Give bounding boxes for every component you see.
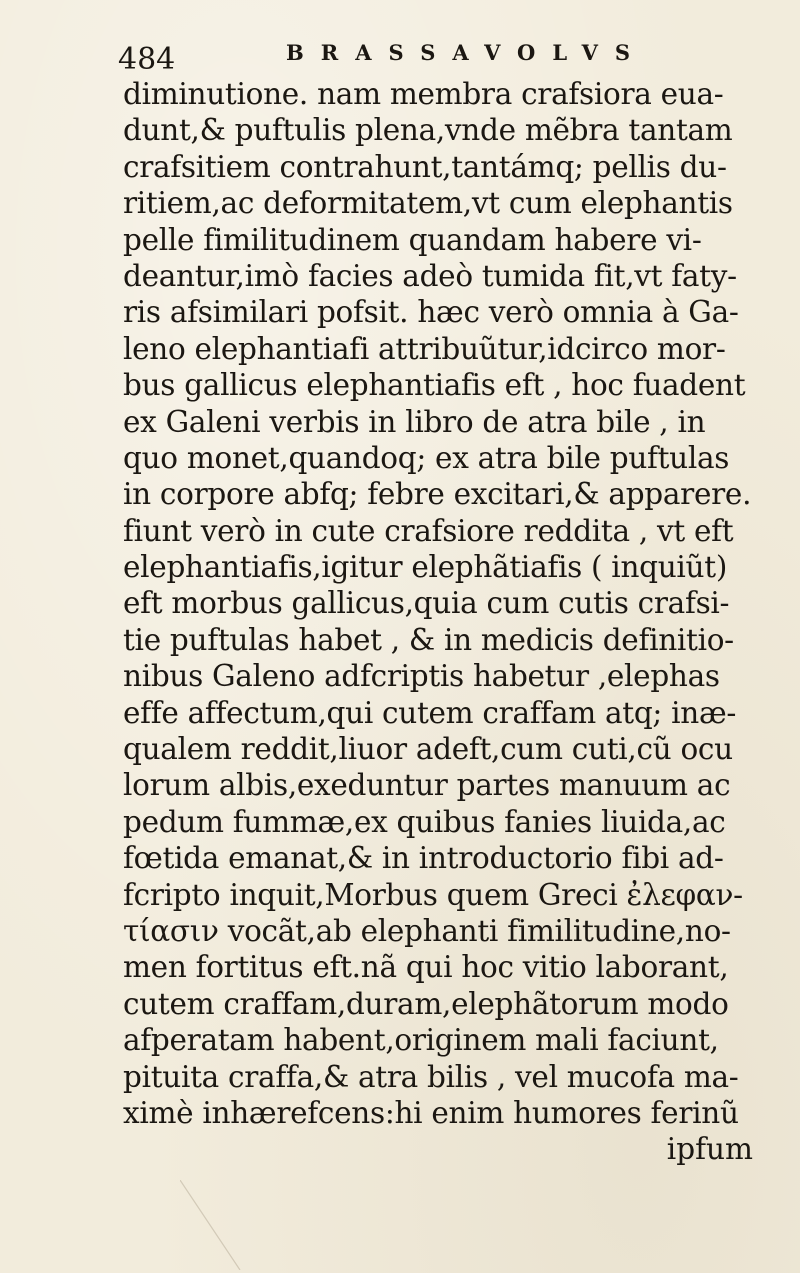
text-line: effe affectum,qui cutem craffam atq; inæ- bbox=[123, 695, 737, 730]
text-line: fiunt verò in cute crafsiore reddita , vt eft bbox=[123, 513, 734, 548]
text-line: ris afsimilari pofsit. hæc verò omnia à Ga- bbox=[123, 295, 739, 330]
text-line: qualem reddit,liuor adeft,cum cuti,cũ ocu bbox=[123, 732, 733, 767]
page-header bbox=[118, 30, 718, 80]
text-line: ritiem,ac deformitatem,vt cum elephantis bbox=[123, 186, 733, 221]
text-line: lorum albis,exeduntur partes manuum ac bbox=[123, 768, 731, 803]
text-line: fœtida emanat,& in introductorio fibi ad- bbox=[123, 841, 724, 876]
text-line: eft morbus gallicus,quia cum cutis crafsi- bbox=[123, 586, 730, 621]
text-line: ximè inhærefcens:hi enim humores ferinũ bbox=[123, 1095, 739, 1130]
text-line: pelle fimilitudinem quandam habere vi- bbox=[123, 222, 702, 257]
text-line: tie puftulas habet , & in medicis definitio- bbox=[123, 622, 734, 657]
text-line: leno elephantiafi attribuũtur,idcirco mor- bbox=[123, 331, 726, 366]
text-line: dunt,& puftulis plena,vnde mẽbra tantam bbox=[123, 113, 733, 148]
text-line: nibus Galeno adfcriptis habetur ,elephas bbox=[123, 659, 720, 694]
text-line: quo monet,quandoq; ex atra bile puftulas bbox=[123, 440, 730, 475]
text-line: pituita craffa,& atra bilis , vel mucofa ma- bbox=[123, 1059, 739, 1094]
text-line: elephantiafis,igitur elephãtiafis ( inquiũt) bbox=[123, 550, 728, 585]
paper-fold-mark bbox=[180, 1180, 400, 1270]
body-text bbox=[123, 76, 763, 1168]
text-line: afperatam habent,originem mali faciunt, bbox=[123, 1023, 719, 1058]
text-line: men fortitus eft.nã qui hoc vitio laborant, bbox=[123, 950, 729, 985]
running-head: BRASSAVOLVS bbox=[286, 40, 648, 65]
text-line: pedum fummæ,ex quibus fanies liuida,ac bbox=[123, 804, 726, 839]
page-number: 484 bbox=[118, 42, 176, 77]
text-line: deantur,imò facies adeò tumida fit,vt faty- bbox=[123, 258, 737, 293]
text-line: crafsitiem contrahunt,tantámq; pellis du- bbox=[123, 149, 727, 184]
text-line: bus gallicus elephantiafis eft , hoc fuadent bbox=[123, 368, 746, 403]
text-line: diminutione. nam membra crafsiora eua- bbox=[123, 77, 724, 111]
text-line: in corpore abfq; febre excitari,& apparere. bbox=[123, 477, 752, 512]
text-line: fcripto inquit,Morbus quem Greci ἐλεφαν- bbox=[123, 877, 743, 912]
text-line: τίασιν vocãt,ab elephanti fimilitudine,no- bbox=[123, 913, 731, 948]
catchword: ipfum bbox=[666, 1132, 753, 1167]
text-line: cutem craffam,duram,elephãtorum modo bbox=[123, 986, 729, 1021]
text-line: ex Galeni verbis in libro de atra bile , in bbox=[123, 404, 706, 439]
